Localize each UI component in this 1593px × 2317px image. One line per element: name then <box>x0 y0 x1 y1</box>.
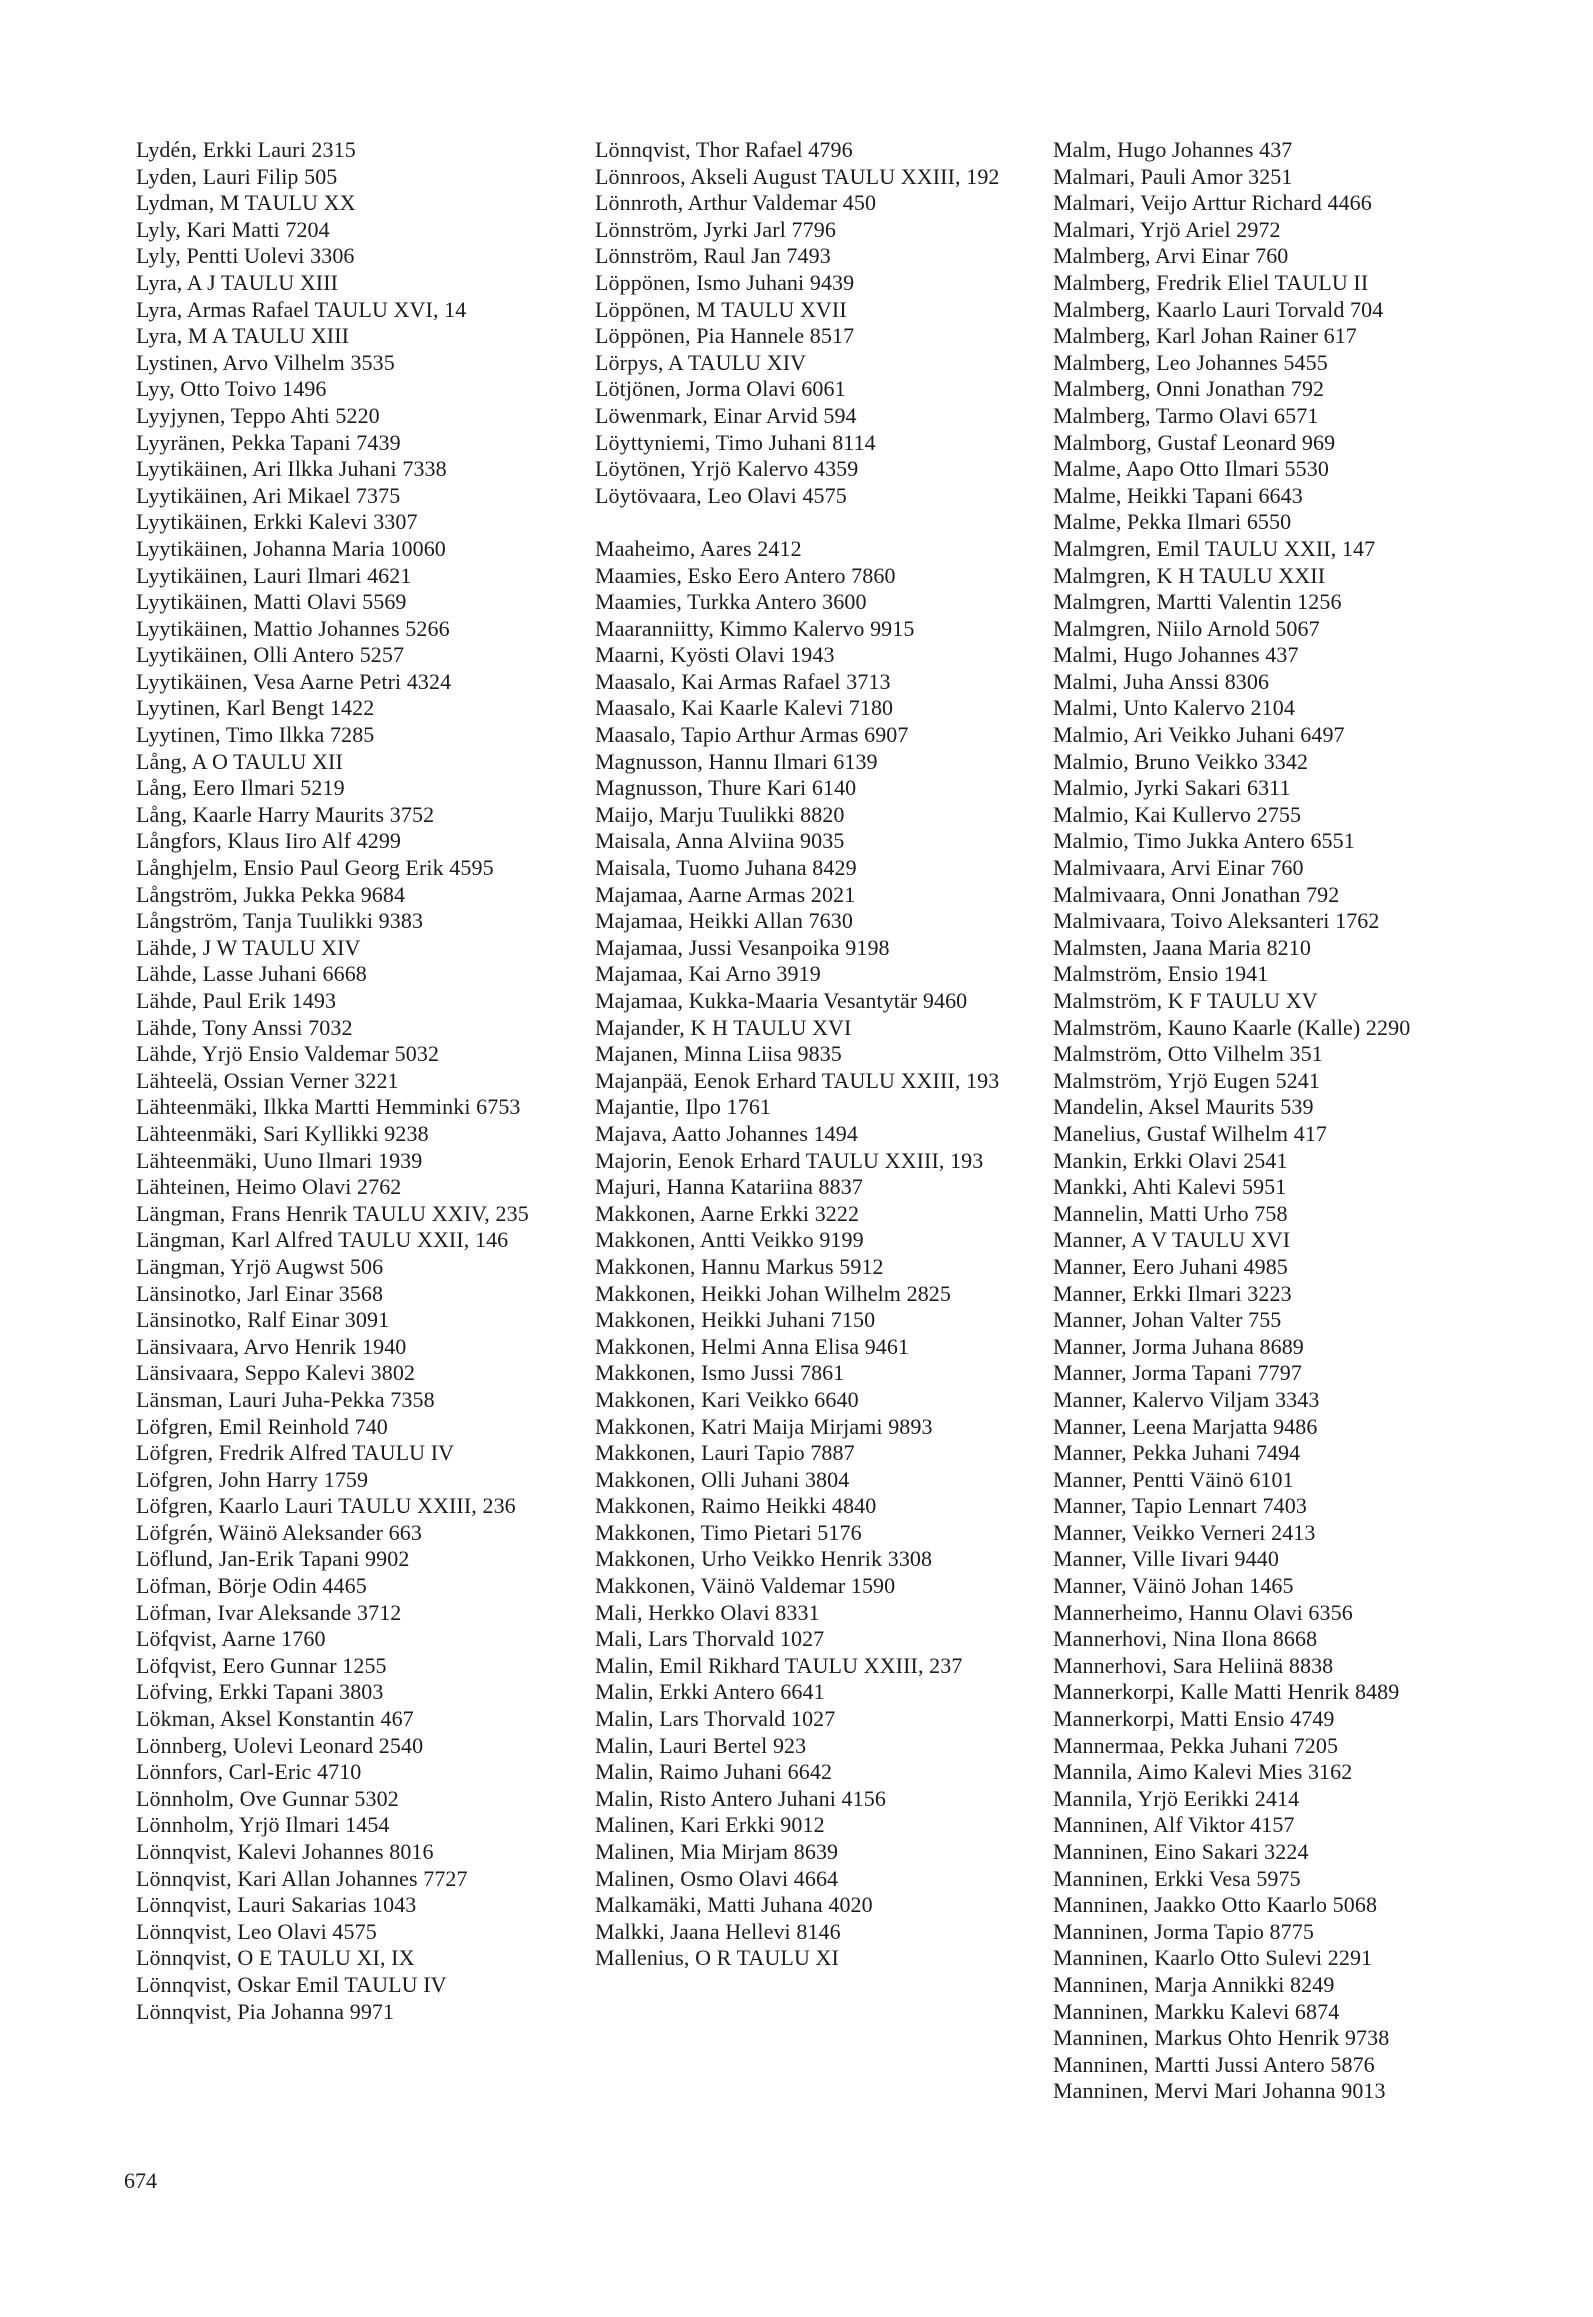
index-entry: Lähde, J W TAULU XIV <box>136 934 361 960</box>
index-entry: Lyytikäinen, Ari Ilkka Juhani 7338 <box>136 456 447 482</box>
index-entry: Lönnqvist, Leo Olavi 4575 <box>136 1918 377 1944</box>
index-entry: Malmström, Ensio 1941 <box>1053 961 1269 987</box>
index-entry: Maarni, Kyösti Olavi 1943 <box>595 642 835 668</box>
index-entry: Malinen, Mia Mirjam 8639 <box>595 1839 839 1864</box>
index-entry: Makkonen, Olli Juhani 3804 <box>595 1466 850 1492</box>
index-entry: Lyyränen, Pekka Tapani 7439 <box>136 429 401 455</box>
index-entry: Lyytikäinen, Vesa Aarne Petri 4324 <box>136 668 452 694</box>
index-entry: Manner, Kalervo Viljam 3343 <box>1053 1386 1320 1412</box>
index-entry: Magnusson, Hannu Ilmari 6139 <box>595 748 878 774</box>
index-entry: Lönnfors, Carl-Eric 4710 <box>136 1759 362 1785</box>
index-entry: Långström, Tanja Tuulikki 9383 <box>136 908 424 934</box>
index-entry: Malmio, Jyrki Sakari 6311 <box>1053 775 1291 801</box>
index-entry: Långhjelm, Ensio Paul Georg Erik 4595 <box>136 855 494 881</box>
index-entry: Mali, Lars Thorvald 1027 <box>595 1626 825 1652</box>
index-entry: Makkonen, Antti Veikko 9199 <box>595 1227 864 1253</box>
index-entry: Lönnqvist, Lauri Sakarias 1043 <box>136 1892 417 1918</box>
index-entry: Maaranniitty, Kimmo Kalervo 9915 <box>595 615 915 641</box>
index-entry: Malmborg, Gustaf Leonard 969 <box>1053 429 1336 455</box>
index-entry: Makkonen, Timo Pietari 5176 <box>595 1519 862 1545</box>
index-entry: Lyytikäinen, Olli Antero 5257 <box>136 642 405 668</box>
index-entry: Makkonen, Urho Veikko Henrik 3308 <box>595 1546 933 1572</box>
index-entry: Manner, Pentti Väinö 6101 <box>1053 1466 1294 1492</box>
index-entry: Mannila, Yrjö Eerikki 2414 <box>1053 1785 1300 1811</box>
index-entry: Maasalo, Kai Armas Rafael 3713 <box>595 668 891 694</box>
index-entry: Längman, Karl Alfred TAULU XXII, 146 <box>136 1227 509 1253</box>
index-entry: Malkamäki, Matti Juhana 4020 <box>595 1892 873 1918</box>
index-entry: Lång, A O TAULU XII <box>136 748 343 774</box>
index-entry: Löfqvist, Eero Gunnar 1255 <box>136 1652 387 1678</box>
index-entry: Malmari, Yrjö Ariel 2972 <box>1053 216 1281 242</box>
index-entry: Malmgren, K H TAULU XXII <box>1053 562 1326 588</box>
index-entry: Löfgren, Fredrik Alfred TAULU IV <box>136 1440 455 1466</box>
index-entry: Makkonen, Heikki Johan Wilhelm 2825 <box>595 1280 951 1306</box>
index-entry: Lydman, M TAULU XX <box>136 190 356 216</box>
index-entry: Maamies, Esko Eero Antero 7860 <box>595 562 896 588</box>
index-entry: Malme, Heikki Tapani 6643 <box>1053 482 1303 508</box>
index-entry: Malin, Raimo Juhani 6642 <box>595 1759 833 1785</box>
index-entry: Malmgren, Niilo Arnold 5067 <box>1053 615 1320 641</box>
index-entry: Manner, Eero Juhani 4985 <box>1053 1253 1288 1279</box>
index-entry: Malmio, Kai Kullervo 2755 <box>1053 801 1302 827</box>
index-entry: Lähde, Paul Erik 1493 <box>136 988 337 1013</box>
index-entry: Manner, Väinö Johan 1465 <box>1053 1573 1294 1599</box>
index-entry: Mannerkorpi, Matti Ensio 4749 <box>1053 1706 1335 1732</box>
index-entry: Majamaa, Heikki Allan 7630 <box>595 908 853 934</box>
index-entry: Makkonen, Lauri Tapio 7887 <box>595 1440 855 1466</box>
index-entry: Malmio, Timo Jukka Antero 6551 <box>1053 828 1355 854</box>
index-entry: Mankki, Ahti Kalevi 5951 <box>1053 1174 1287 1200</box>
index-entry: Manner, Leena Marjatta 9486 <box>1053 1413 1318 1439</box>
index-entry: Mali, Herkko Olavi 8331 <box>595 1599 820 1625</box>
index-entry: Manner, Jorma Tapani 7797 <box>1053 1360 1302 1386</box>
index-entry: Malmari, Pauli Amor 3251 <box>1053 163 1293 189</box>
index-entry: Mannila, Aimo Kalevi Mies 3162 <box>1053 1759 1353 1785</box>
index-entry: Mannerkorpi, Kalle Matti Henrik 8489 <box>1053 1679 1400 1705</box>
index-entry: Malmi, Juha Anssi 8306 <box>1053 668 1270 694</box>
index-entry: Magnusson, Thure Kari 6140 <box>595 775 857 801</box>
index-entry: Malmari, Veijo Arttur Richard 4466 <box>1053 190 1372 216</box>
index-entry: Lyra, A J TAULU XIII <box>136 269 339 295</box>
index-entry: Lähteenmäki, Sari Kyllikki 9238 <box>136 1120 429 1146</box>
index-entry: Länsinotko, Jarl Einar 3568 <box>136 1280 384 1306</box>
index-entry: Löytönen, Yrjö Kalervo 4359 <box>595 456 859 482</box>
index-entry: Malmström, K F TAULU XV <box>1053 988 1318 1013</box>
index-entry: Manner, Erkki Ilmari 3223 <box>1053 1280 1292 1306</box>
index-entry: Maamies, Turkka Antero 3600 <box>595 589 867 615</box>
index-entry: Malmberg, Karl Johan Rainer 617 <box>1053 323 1357 349</box>
index-entry: Malmivaara, Onni Jonathan 792 <box>1053 881 1340 907</box>
index-column-2 <box>595 137 1015 1972</box>
index-entry: Majantie, Ilpo 1761 <box>595 1094 772 1120</box>
index-entry: Malmgren, Martti Valentin 1256 <box>1053 589 1342 615</box>
index-entry: Lång, Kaarle Harry Maurits 3752 <box>136 801 435 827</box>
index-entry: Lähde, Lasse Juhani 6668 <box>136 961 367 987</box>
index-entry: Lyra, M A TAULU XIII <box>136 323 350 349</box>
index-entry: Länsivaara, Arvo Henrik 1940 <box>136 1333 407 1359</box>
index-entry: Manner, A V TAULU XVI <box>1053 1227 1291 1253</box>
index-entry: Löflund, Jan-Erik Tapani 9902 <box>136 1546 410 1572</box>
index-entry: Lyy, Otto Toivo 1496 <box>136 376 327 402</box>
index-entry: Löfving, Erkki Tapani 3803 <box>136 1679 384 1705</box>
index-entry: Lähde, Yrjö Ensio Valdemar 5032 <box>136 1041 440 1067</box>
index-entry: Majamaa, Kukka-Maaria Vesantytär 9460 <box>595 988 968 1013</box>
index-entry: Malmberg, Arvi Einar 760 <box>1053 243 1289 269</box>
index-entry: Löfqvist, Aarne 1760 <box>136 1626 326 1652</box>
index-entry: Löwenmark, Einar Arvid 594 <box>595 402 857 428</box>
index-entry: Lönnholm, Ove Gunnar 5302 <box>136 1785 399 1811</box>
index-entry: Manninen, Mervi Mari Johanna 9013 <box>1053 2078 1386 2104</box>
index-entry: Majorin, Eenok Erhard TAULU XXIII, 193 <box>595 1147 984 1173</box>
index-entry: Lökman, Aksel Konstantin 467 <box>136 1706 414 1732</box>
index-entry: Manninen, Markus Ohto Henrik 9738 <box>1053 2025 1390 2051</box>
index-entry: Majamaa, Aarne Armas 2021 <box>595 881 856 907</box>
index-entry: Malmberg, Kaarlo Lauri Torvald 704 <box>1053 296 1384 322</box>
index-entry: Malin, Risto Antero Juhani 4156 <box>595 1785 886 1811</box>
index-entry: Majanen, Minna Liisa 9835 <box>595 1041 842 1067</box>
index-entry: Längman, Yrjö Augwst 506 <box>136 1253 384 1279</box>
index-entry: Malmström, Otto Vilhelm 351 <box>1053 1041 1323 1067</box>
index-entry: Manninen, Jorma Tapio 8775 <box>1053 1918 1314 1944</box>
index-entry: Lötjönen, Jorma Olavi 6061 <box>595 376 846 402</box>
index-entry: Lydén, Erkki Lauri 2315 <box>136 137 356 162</box>
index-entry: Löfman, Ivar Aleksande 3712 <box>136 1599 402 1625</box>
index-entry: Makkonen, Ismo Jussi 7861 <box>595 1360 845 1386</box>
index-entry: Maisala, Tuomo Juhana 8429 <box>595 855 857 881</box>
index-entry: Löppönen, M TAULU XVII <box>595 296 847 322</box>
index-entry: Lönnström, Raul Jan 7493 <box>595 243 831 269</box>
index-entry: Makkonen, Kari Veikko 6640 <box>595 1386 859 1412</box>
index-entry: Manninen, Jaakko Otto Kaarlo 5068 <box>1053 1892 1378 1918</box>
index-entry: Manner, Johan Valter 755 <box>1053 1307 1282 1333</box>
index-entry: Majamaa, Jussi Vesanpoika 9198 <box>595 934 890 960</box>
index-column-1 <box>136 137 556 2025</box>
index-entry: Lönnqvist, Pia Johanna 9971 <box>136 1998 395 2024</box>
index-entry: Länsivaara, Seppo Kalevi 3802 <box>136 1360 416 1386</box>
index-entry: Malmberg, Tarmo Olavi 6571 <box>1053 402 1319 428</box>
index-entry: Mallenius, O R TAULU XI <box>595 1945 839 1971</box>
index-entry: Manninen, Kaarlo Otto Sulevi 2291 <box>1053 1945 1373 1971</box>
index-entry: Mannelin, Matti Urho 758 <box>1053 1200 1288 1226</box>
index-entry: Manninen, Eino Sakari 3224 <box>1053 1839 1309 1864</box>
index-entry: Lönnström, Jyrki Jarl 7796 <box>595 216 836 242</box>
index-entry: Lähteinen, Heimo Olavi 2762 <box>136 1174 402 1200</box>
index-entry: Malkki, Jaana Hellevi 8146 <box>595 1918 841 1944</box>
index-entry: Löppönen, Ismo Juhani 9439 <box>595 269 855 295</box>
index-entry: Lönnqvist, Thor Rafael 4796 <box>595 137 853 162</box>
index-entry: Malm, Hugo Johannes 437 <box>1053 137 1293 162</box>
index-entry: Manninen, Erkki Vesa 5975 <box>1053 1865 1301 1891</box>
index-entry: Löfgren, Emil Reinhold 740 <box>136 1413 388 1439</box>
index-entry: Mannerheimo, Hannu Olavi 6356 <box>1053 1599 1353 1625</box>
index-entry: Lyly, Pentti Uolevi 3306 <box>136 243 355 269</box>
index-entry: Malmberg, Leo Johannes 5455 <box>1053 349 1328 375</box>
index-entry: Malmio, Ari Veikko Juhani 6497 <box>1053 722 1345 748</box>
index-entry: Lyytikäinen, Erkki Kalevi 3307 <box>136 509 418 535</box>
index-entry: Makkonen, Hannu Markus 5912 <box>595 1253 884 1279</box>
index-entry: Majuri, Hanna Katariina 8837 <box>595 1174 863 1200</box>
index-entry: Lönnqvist, O E TAULU XI, IX <box>136 1945 415 1971</box>
index-entry: Manninen, Marja Annikki 8249 <box>1053 1971 1335 1997</box>
index-entry: Lyytinen, Timo Ilkka 7285 <box>136 722 375 748</box>
index-entry: Majamaa, Kai Arno 3919 <box>595 961 821 987</box>
index-entry: Maasalo, Kai Kaarle Kalevi 7180 <box>595 695 894 721</box>
index-entry: Malin, Erkki Antero 6641 <box>595 1679 825 1705</box>
index-entry: Malmivaara, Arvi Einar 760 <box>1053 855 1304 881</box>
index-entry: Malmi, Hugo Johannes 437 <box>1053 642 1299 668</box>
index-entry: Lyly, Kari Matti 7204 <box>136 216 330 242</box>
index-entry: Lörpys, A TAULU XIV <box>595 349 807 375</box>
index-entry: Lönnberg, Uolevi Leonard 2540 <box>136 1732 424 1758</box>
index-entry: Malin, Lauri Bertel 923 <box>595 1732 807 1758</box>
index-entry: Lyytinen, Karl Bengt 1422 <box>136 695 375 721</box>
index-entry: Malmsten, Jaana Maria 8210 <box>1053 934 1311 960</box>
index-column-3 <box>1053 137 1493 2105</box>
index-entry: Malmberg, Fredrik Eliel TAULU II <box>1053 269 1369 295</box>
index-entry: Mandelin, Aksel Maurits 539 <box>1053 1094 1314 1120</box>
index-entry: Manner, Jorma Juhana 8689 <box>1053 1333 1304 1359</box>
index-entry: Makkonen, Katri Maija Mirjami 9893 <box>595 1413 933 1439</box>
index-entry: Malin, Lars Thorvald 1027 <box>595 1706 836 1732</box>
index-entry: Lähde, Tony Anssi 7032 <box>136 1014 353 1040</box>
index-entry: Lähteelä, Ossian Verner 3221 <box>136 1067 399 1093</box>
index-entry: Löyttyniemi, Timo Juhani 8114 <box>595 429 876 455</box>
index-entry: Malme, Pekka Ilmari 6550 <box>1053 509 1292 535</box>
index-entry: Lyytikäinen, Matti Olavi 5569 <box>136 589 407 615</box>
index-entry: Lönnholm, Yrjö Ilmari 1454 <box>136 1812 390 1838</box>
index-entry: Manner, Pekka Juhani 7494 <box>1053 1440 1301 1466</box>
index-entry: Löytövaara, Leo Olavi 4575 <box>595 482 847 508</box>
index-entry: Lähteenmäki, Uuno Ilmari 1939 <box>136 1147 423 1173</box>
index-entry: Malin, Emil Rikhard TAULU XXIII, 237 <box>595 1652 963 1678</box>
index-entry: Lähteenmäki, Ilkka Martti Hemminki 6753 <box>136 1094 521 1120</box>
index-entry: Lyytikäinen, Mattio Johannes 5266 <box>136 615 450 641</box>
index-entry: Lyytikäinen, Lauri Ilmari 4621 <box>136 562 412 588</box>
index-entry: Maisala, Anna Alviina 9035 <box>595 828 845 854</box>
index-entry: Manninen, Alf Viktor 4157 <box>1053 1812 1295 1838</box>
index-entry: Malmivaara, Toivo Aleksanteri 1762 <box>1053 908 1380 934</box>
index-entry: Majanpää, Eenok Erhard TAULU XXIII, 193 <box>595 1067 1000 1093</box>
index-entry: Mannerhovi, Nina Ilona 8668 <box>1053 1626 1318 1652</box>
index-entry: Lyden, Lauri Filip 505 <box>136 163 338 189</box>
index-entry: Lystinen, Arvo Vilhelm 3535 <box>136 349 395 375</box>
page-number: 674 <box>124 2168 157 2193</box>
index-entry: Manner, Ville Iivari 9440 <box>1053 1546 1279 1572</box>
index-entry: Längman, Frans Henrik TAULU XXIV, 235 <box>136 1200 529 1226</box>
section-gap <box>595 509 1015 536</box>
index-entry: Majander, K H TAULU XVI <box>595 1014 852 1040</box>
index-entry: Malmström, Kauno Kaarle (Kalle) 2290 <box>1053 1014 1411 1040</box>
index-entry: Löfgren, Kaarlo Lauri TAULU XXIII, 236 <box>136 1493 516 1519</box>
index-entry: Malinen, Osmo Olavi 4664 <box>595 1865 839 1891</box>
index-entry: Manner, Veikko Verneri 2413 <box>1053 1519 1316 1545</box>
index-entry: Lönnroth, Arthur Valdemar 450 <box>595 190 877 216</box>
index-entry: Löfman, Börje Odin 4465 <box>136 1573 367 1599</box>
index-entry: Lönnqvist, Kalevi Johannes 8016 <box>136 1839 434 1864</box>
index-entry: Länsinotko, Ralf Einar 3091 <box>136 1307 390 1333</box>
index-entry: Mannermaa, Pekka Juhani 7205 <box>1053 1732 1339 1758</box>
index-entry: Makkonen, Heikki Juhani 7150 <box>595 1307 876 1333</box>
index-entry: Makkonen, Raimo Heikki 4840 <box>595 1493 877 1519</box>
index-entry: Maaheimo, Aares 2412 <box>595 535 802 561</box>
index-entry: Malme, Aapo Otto Ilmari 5530 <box>1053 456 1329 482</box>
index-entry: Lyyjynen, Teppo Ahti 5220 <box>136 402 380 428</box>
index-entry: Lyytikäinen, Johanna Maria 10060 <box>136 535 446 561</box>
index-entry: Löfgren, John Harry 1759 <box>136 1466 369 1492</box>
index-entry: Malmberg, Onni Jonathan 792 <box>1053 376 1325 402</box>
index-entry: Manninen, Martti Jussi Antero 5876 <box>1053 2051 1375 2077</box>
index-entry: Lyra, Armas Rafael TAULU XVI, 14 <box>136 296 467 322</box>
index-entry: Manninen, Markku Kalevi 6874 <box>1053 1998 1340 2024</box>
index-entry: Lönnqvist, Kari Allan Johannes 7727 <box>136 1865 468 1891</box>
index-entry: Makkonen, Väinö Valdemar 1590 <box>595 1573 896 1599</box>
index-entry: Långfors, Klaus Iiro Alf 4299 <box>136 828 402 854</box>
index-entry: Lönnqvist, Oskar Emil TAULU IV <box>136 1971 447 1997</box>
index-entry: Löfgrén, Wäinö Aleksander 663 <box>136 1519 422 1545</box>
index-entry: Lång, Eero Ilmari 5219 <box>136 775 345 801</box>
index-entry: Mannerhovi, Sara Heliinä 8838 <box>1053 1652 1334 1678</box>
index-entry: Majava, Aatto Johannes 1494 <box>595 1120 858 1146</box>
index-entry: Malmio, Bruno Veikko 3342 <box>1053 748 1309 774</box>
index-entry: Malmgren, Emil TAULU XXII, 147 <box>1053 535 1376 561</box>
index-entry: Länsman, Lauri Juha-Pekka 7358 <box>136 1386 435 1412</box>
index-entry: Lönnroos, Akseli August TAULU XXIII, 192 <box>595 163 1000 189</box>
index-entry: Maijo, Marju Tuulikki 8820 <box>595 801 845 827</box>
index-entry: Manner, Tapio Lennart 7403 <box>1053 1493 1307 1519</box>
index-entry: Manelius, Gustaf Wilhelm 417 <box>1053 1120 1328 1146</box>
index-entry: Malmi, Unto Kalervo 2104 <box>1053 695 1295 721</box>
index-entry: Maasalo, Tapio Arthur Armas 6907 <box>595 722 909 748</box>
index-entry: Malmström, Yrjö Eugen 5241 <box>1053 1067 1320 1093</box>
index-entry: Lyytikäinen, Ari Mikael 7375 <box>136 482 401 508</box>
index-entry: Löppönen, Pia Hannele 8517 <box>595 323 855 349</box>
index-entry: Malinen, Kari Erkki 9012 <box>595 1812 825 1838</box>
index-entry: Mankin, Erkki Olavi 2541 <box>1053 1147 1288 1173</box>
index-entry: Makkonen, Aarne Erkki 3222 <box>595 1200 860 1226</box>
index-entry: Långström, Jukka Pekka 9684 <box>136 881 406 907</box>
index-entry: Makkonen, Helmi Anna Elisa 9461 <box>595 1333 910 1359</box>
